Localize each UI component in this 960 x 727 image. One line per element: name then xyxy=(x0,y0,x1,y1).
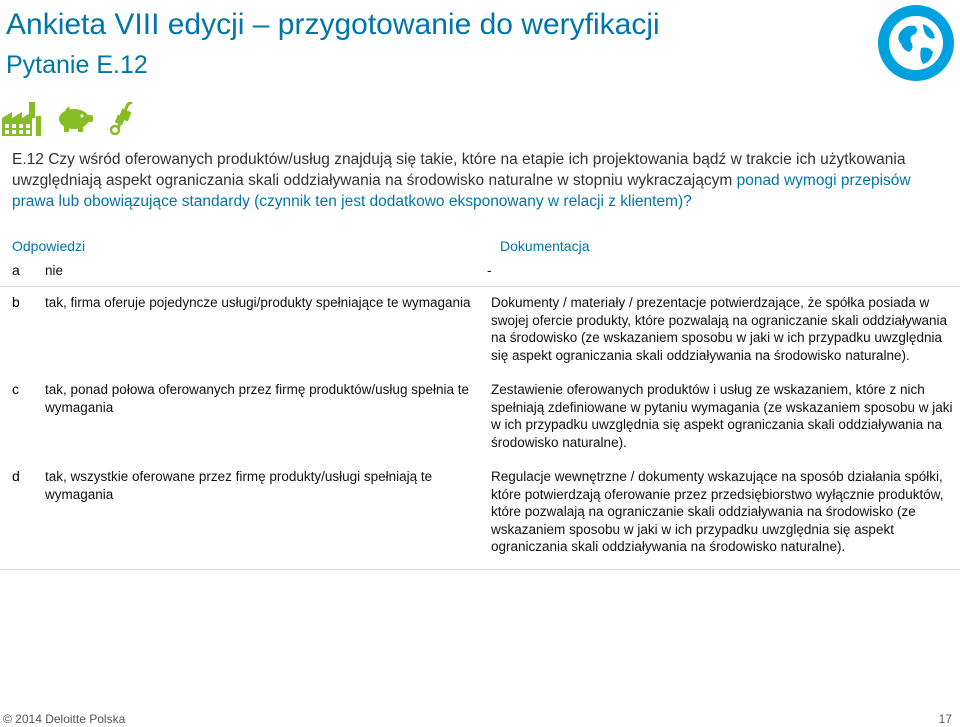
row-answer: tak, wszystkie oferowane przez firmę produkty/usługi spełniają te wymagania xyxy=(45,469,433,502)
documentation-header: Dokumentacja xyxy=(500,238,590,254)
row-documentation: Zestawienie oferowanych produktów i usług ze wskazaniem, które z nich spełniają zdefiniowane w pytaniu wymagania (ze wskazaniem sposobu w jaki w ich przypadku uwzględnia się aspekt ograniczania skali oddziaływania na środowisko naturalne). xyxy=(491,382,953,450)
question-main: E.12 Czy wśród oferowanych produktów/usług znajdują się takie, które na etapie ich projektowania bądź w trakcie ich użytkowania uwzględniają aspekt ograniczania skali oddziaływania na środowisko naturalne w stopniu wykraczającym xyxy=(12,151,906,189)
answers-header: Odpowiedzi xyxy=(12,238,86,254)
copyright: © 2014 Deloitte Polska xyxy=(3,712,126,726)
row-letter: d xyxy=(12,468,20,484)
piggy-bank-icon xyxy=(55,106,95,132)
row-answer: nie xyxy=(45,263,64,278)
question-text xyxy=(12,149,942,212)
row-answer: tak, firma oferuje pojedyncze usługi/produkty spełniające te wymagania xyxy=(45,295,471,310)
factory-icon xyxy=(0,102,42,136)
row-letter: a xyxy=(12,262,20,278)
row-documentation: - xyxy=(487,263,492,278)
page-title: Ankieta VIII edycji – przygotowanie do weryfikacji xyxy=(6,8,660,41)
row-documentation: Dokumenty / materiały / prezentacje potwierdzające, że spółka posiada w swojej ofercie produkty, które pozwalają na ograniczanie skali oddziaływania na środowisko (ze wskazaniem sposobu w jaki w ich przypadku uwzględnia się aspekt ograniczania skali oddziaływania na środowisko naturalne). xyxy=(491,295,947,363)
globe-icon xyxy=(877,4,955,82)
page-subtitle: Pytanie E.12 xyxy=(6,51,148,79)
page-number: 17 xyxy=(938,712,952,726)
row-letter: c xyxy=(12,381,19,397)
hand-truck-icon xyxy=(108,102,136,136)
row-answer: tak, ponad połowa oferowanych przez firmę produktów/usług spełnia te wymagania xyxy=(45,382,469,415)
question-highlight: ponad wymogi przepisów prawa lub obowiązujące standardy (czynnik ten jest dodatkowo eksponowany w relacji z klientem)? xyxy=(12,172,911,210)
divider xyxy=(0,569,960,570)
divider xyxy=(0,286,960,287)
row-documentation: Regulacje wewnętrzne / dokumenty wskazujące na sposób działania spółki, które potwierdzają oferowanie przez przedsiębiorstwo wyłącznie produktów, które pozwalają na ograniczanie skali oddziaływania na środowisko (ze wskazaniem sposobu w jaki w ich przypadku uwzględnia się aspekt ograniczania skali oddziaływania na środowisko naturalne). xyxy=(491,469,944,554)
row-letter: b xyxy=(12,294,20,310)
icon-row xyxy=(0,100,150,136)
